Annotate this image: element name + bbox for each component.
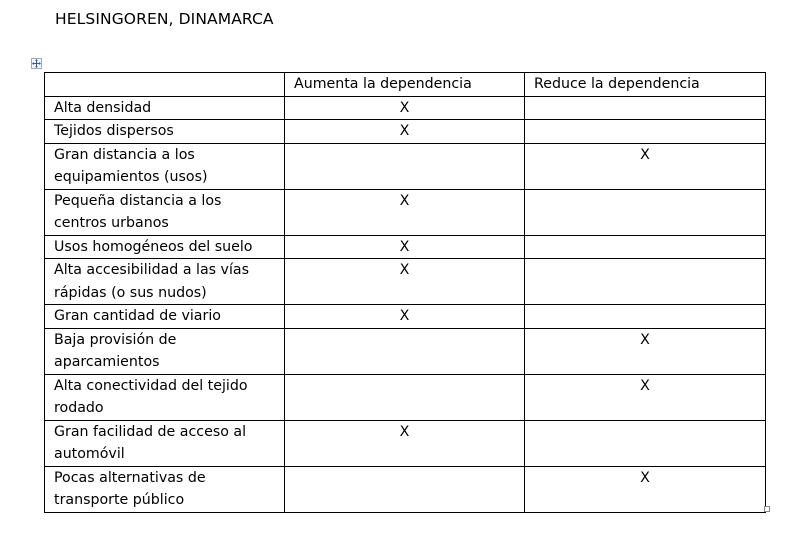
four-way-arrow-icon xyxy=(32,59,41,68)
aumenta-cell[interactable]: X xyxy=(285,305,525,329)
factor-cell[interactable]: Alta densidad xyxy=(45,96,285,120)
factor-cell[interactable]: Pequeña distancia a los centros urbanos xyxy=(45,189,285,235)
aumenta-cell[interactable]: X xyxy=(285,420,525,466)
table-row xyxy=(45,466,766,512)
header-cell-reduce[interactable]: Reduce la dependencia xyxy=(525,73,766,97)
aumenta-cell[interactable]: X xyxy=(285,235,525,259)
reduce-cell[interactable]: X xyxy=(525,466,766,512)
table-row xyxy=(45,259,766,305)
reduce-cell[interactable] xyxy=(525,259,766,305)
table-row xyxy=(45,235,766,259)
factor-cell[interactable]: Baja provisión de aparcamientos xyxy=(45,328,285,374)
reduce-cell[interactable] xyxy=(525,189,766,235)
reduce-cell[interactable] xyxy=(525,235,766,259)
factor-cell[interactable]: Pocas alternativas de transporte público xyxy=(45,466,285,512)
factor-cell[interactable]: Gran cantidad de viario xyxy=(45,305,285,329)
table-row xyxy=(45,189,766,235)
aumenta-cell[interactable] xyxy=(285,143,525,189)
reduce-cell[interactable]: X xyxy=(525,143,766,189)
table-row xyxy=(45,143,766,189)
aumenta-cell[interactable] xyxy=(285,328,525,374)
header-cell-aumenta[interactable]: Aumenta la dependencia xyxy=(285,73,525,97)
reduce-cell[interactable] xyxy=(525,420,766,466)
table-resize-handle-icon[interactable] xyxy=(764,506,770,512)
aumenta-cell[interactable] xyxy=(285,466,525,512)
table-row xyxy=(45,374,766,420)
aumenta-cell[interactable]: X xyxy=(285,259,525,305)
factor-cell[interactable]: Gran facilidad de acceso al automóvil xyxy=(45,420,285,466)
header-cell-factor[interactable] xyxy=(45,73,285,97)
factor-cell[interactable]: Alta accesibilidad a las vías rápidas (o sus nudos) xyxy=(45,259,285,305)
factor-cell[interactable]: Alta conectividad del tejido rodado xyxy=(45,374,285,420)
table-move-handle-icon[interactable] xyxy=(31,58,42,69)
reduce-cell[interactable]: X xyxy=(525,328,766,374)
reduce-cell[interactable]: X xyxy=(525,374,766,420)
aumenta-cell[interactable]: X xyxy=(285,96,525,120)
factor-cell[interactable]: Tejidos dispersos xyxy=(45,120,285,144)
factor-cell[interactable]: Usos homogéneos del suelo xyxy=(45,235,285,259)
dependency-table xyxy=(44,72,766,513)
reduce-cell[interactable] xyxy=(525,96,766,120)
table-row xyxy=(45,305,766,329)
reduce-cell[interactable] xyxy=(525,305,766,329)
table-row xyxy=(45,420,766,466)
aumenta-cell[interactable] xyxy=(285,374,525,420)
table-header-row xyxy=(45,73,766,97)
table-row xyxy=(45,120,766,144)
factor-cell[interactable]: Gran distancia a los equipamientos (usos) xyxy=(45,143,285,189)
aumenta-cell[interactable]: X xyxy=(285,120,525,144)
reduce-cell[interactable] xyxy=(525,120,766,144)
table-row xyxy=(45,328,766,374)
aumenta-cell[interactable]: X xyxy=(285,189,525,235)
table-row xyxy=(45,96,766,120)
document-title: HELSINGOREN, DINAMARCA xyxy=(55,10,274,28)
